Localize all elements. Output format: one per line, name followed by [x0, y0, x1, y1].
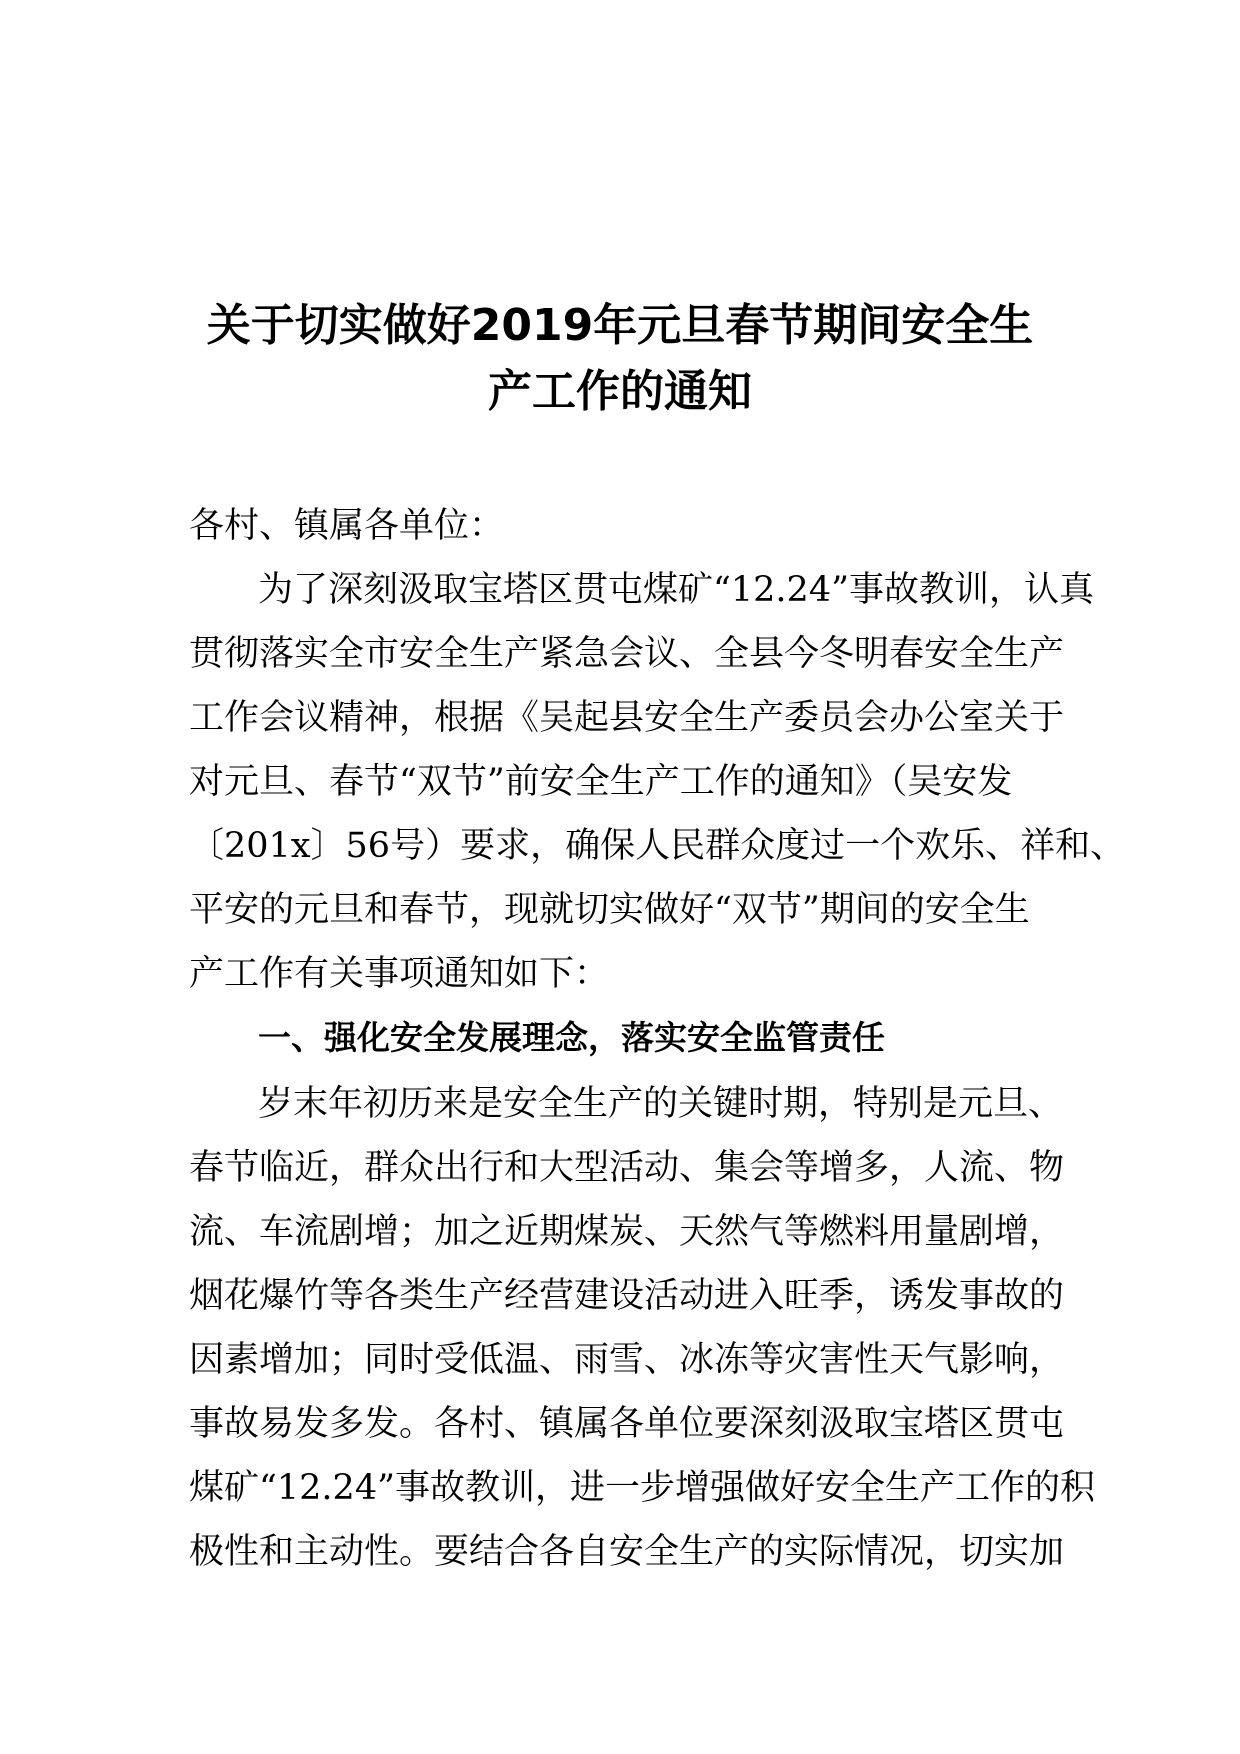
section-1-heading: 一、强化安全发展理念，落实安全监管责任: [258, 1018, 885, 1057]
paragraph-1-line: 贯彻落实全市安全生产紧急会议、全县今冬明春安全生产: [189, 634, 1065, 674]
paragraph-1-line: 产工作有关事项通知如下：: [189, 954, 610, 994]
paragraph-2-line: 煤矿“12.24”事故教训，进一步增强做好安全生产工作的积: [189, 1468, 1095, 1508]
paragraph-2-line: 岁末年初历来是安全生产的关键时期，特别是元旦、: [258, 1084, 1064, 1124]
paragraph-2-line: 烟花爆竹等各类生产经营建设活动进入旺季，诱发事故的: [189, 1276, 1065, 1316]
paragraph-2-line: 因素增加；同时受低温、雨雪、冰冻等灾害性天气影响，: [189, 1340, 1065, 1380]
paragraph-1-line: 〔201x〕56号）要求，确保人民群众度过一个欢乐、祥和、: [189, 826, 1126, 866]
paragraph-1-line: 为了深刻汲取宝塔区贯屯煤矿“12.24”事故教训，认真: [258, 570, 1094, 610]
paragraph-1-line: 对元旦、春节“双节”前安全生产工作的通知》（吴安发: [189, 762, 1013, 802]
document-title-line-1: 关于切实做好2019年元旦春节期间安全生: [206, 300, 1034, 351]
paragraph-2-line: 事故易发多发。各村、镇属各单位要深刻汲取宝塔区贯屯: [189, 1404, 1065, 1444]
paragraph-1-line: 工作会议精神，根据《吴起县安全生产委员会办公室关于: [189, 698, 1065, 738]
paragraph-2-line: 流、车流剧增；加之近期煤炭、天然气等燃料用量剧增，: [189, 1212, 1065, 1252]
document-title-line-2: 产工作的通知: [488, 366, 752, 417]
salutation: 各村、镇属各单位：: [189, 506, 505, 546]
paragraph-2-line: 极性和主动性。要结合各自安全生产的实际情况，切实加: [189, 1532, 1065, 1572]
paragraph-2-line: 春节临近，群众出行和大型活动、集会等增多，人流、物: [189, 1148, 1065, 1188]
paragraph-1-line: 平安的元旦和春节，现就切实做好“双节”期间的安全生: [189, 890, 1030, 930]
